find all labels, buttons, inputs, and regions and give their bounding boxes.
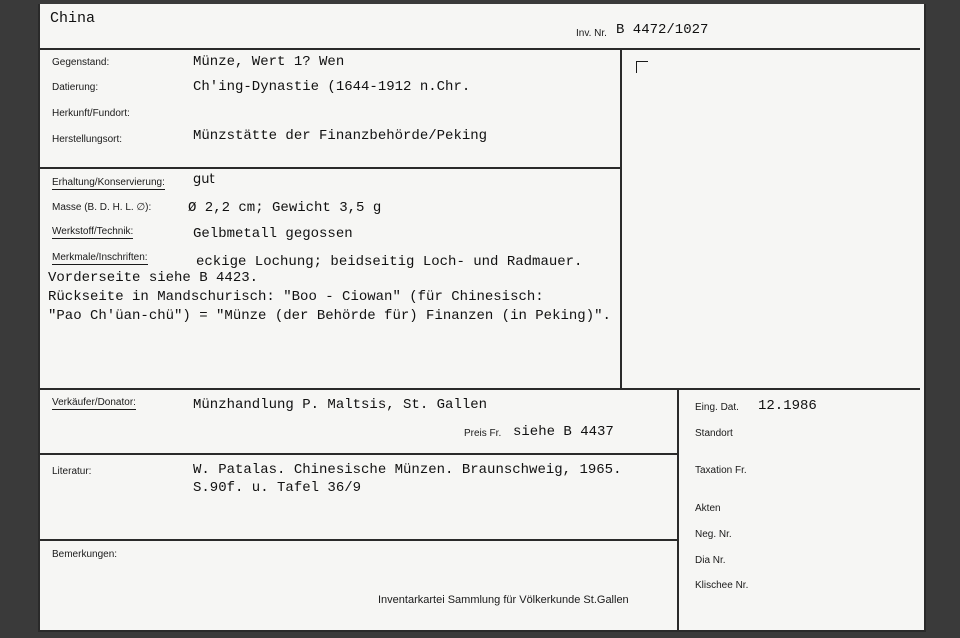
werkstoff-label: Werkstoff/Technik: bbox=[52, 226, 134, 237]
gegenstand-value: Münze, Wert 1? Wen bbox=[193, 54, 345, 70]
merkmale-line-4: "Pao Ch'üan-chü") = "Münze (der Behörde für) Finanzen (in Peking)". bbox=[48, 308, 611, 324]
literatur-line-1: W. Patalas. Chinesische Münzen. Braunschweig, 1965. bbox=[193, 462, 622, 478]
preis-label: Preis Fr. bbox=[464, 428, 502, 439]
werkstoff-value: Gelbmetall gegossen bbox=[193, 226, 353, 242]
acquisition-divider bbox=[38, 453, 679, 455]
herstellungsort-label: Herstellungsort: bbox=[52, 134, 123, 145]
neg-nr-label: Neg. Nr. bbox=[695, 529, 732, 540]
merkmale-line-3: Rückseite in Mandschurisch: "Boo - Ciowan" (für Chinesisch: bbox=[48, 289, 544, 305]
photo-box-divider bbox=[620, 48, 622, 390]
verkaeufer-value: Münzhandlung P. Maltsis, St. Gallen bbox=[193, 397, 488, 413]
merkmale-label: Merkmale/Inschriften: bbox=[52, 252, 148, 263]
merkmale-line-2: Vorderseite siehe B 4423. bbox=[48, 270, 259, 286]
inventory-card bbox=[38, 4, 926, 632]
datierung-label: Datierung: bbox=[52, 82, 99, 93]
gegenstand-label: Gegenstand: bbox=[52, 57, 110, 68]
literatur-label: Literatur: bbox=[52, 466, 92, 477]
eing-dat-label: Eing. Dat. bbox=[695, 402, 739, 413]
bemerkungen-label: Bemerkungen: bbox=[52, 549, 118, 560]
taxation-label: Taxation Fr. bbox=[695, 465, 747, 476]
literatur-line-2: S.90f. u. Tafel 36/9 bbox=[193, 480, 362, 496]
datierung-value: Ch'ing-Dynastie (1644-1912 n.Chr. bbox=[193, 79, 471, 95]
herstellungsort-value: Münzstätte der Finanzbehörde/Peking bbox=[193, 128, 488, 144]
dia-nr-label: Dia Nr. bbox=[695, 555, 726, 566]
herkunft-label: Herkunft/Fundort: bbox=[52, 108, 130, 119]
preis-value: siehe B 4437 bbox=[513, 424, 614, 440]
card-footer: Inventarkartei Sammlung für Völkerkunde St.Gallen bbox=[378, 594, 629, 606]
header-divider bbox=[38, 48, 920, 50]
literature-divider bbox=[38, 539, 679, 541]
photo-section-divider bbox=[38, 388, 920, 390]
eing-dat-value: 12.1986 bbox=[758, 398, 817, 414]
side-column-divider bbox=[677, 388, 679, 630]
region-title: China bbox=[50, 10, 96, 27]
merkmale-line-1: eckige Lochung; beidseitig Loch- und Radmauer. bbox=[196, 254, 583, 270]
akten-label: Akten bbox=[695, 503, 721, 514]
erhaltung-value: gut bbox=[193, 172, 215, 187]
standort-label: Standort bbox=[695, 428, 733, 439]
masse-value: Ø 2,2 cm; Gewicht 3,5 g bbox=[188, 200, 382, 216]
klischee-nr-label: Klischee Nr. bbox=[695, 580, 749, 591]
object-section-divider bbox=[38, 167, 622, 169]
erhaltung-label: Erhaltung/Konservierung: bbox=[52, 177, 165, 188]
left-column-divider bbox=[38, 4, 40, 630]
inv-nr-label: Inv. Nr. bbox=[576, 28, 607, 39]
masse-label: Masse (B. D. H. L. ∅): bbox=[52, 202, 152, 213]
inv-nr-value: B 4472/1027 bbox=[616, 22, 709, 38]
photo-corner-mark bbox=[636, 61, 648, 73]
verkaeufer-label: Verkäufer/Donator: bbox=[52, 397, 136, 408]
